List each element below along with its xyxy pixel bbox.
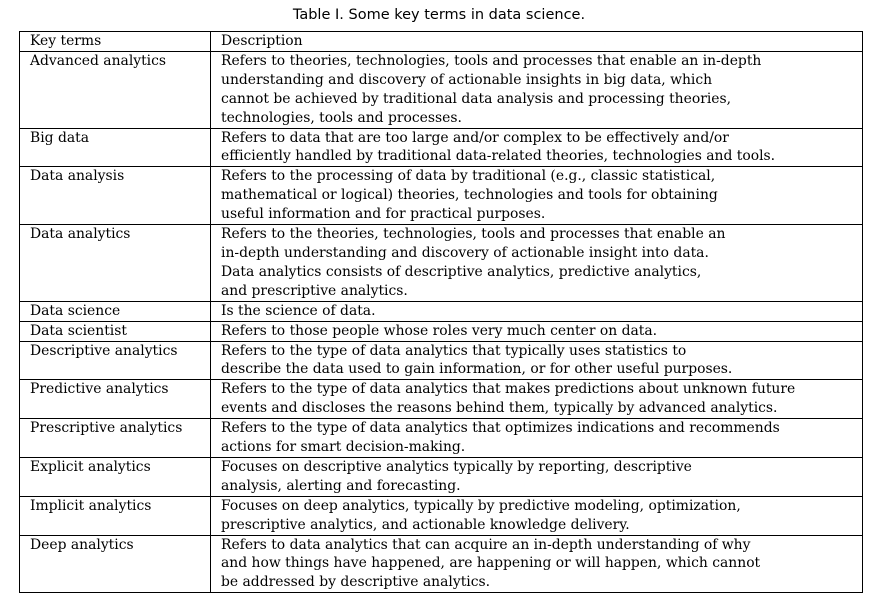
description-cell: [211, 496, 863, 535]
key-terms-table: [19, 31, 863, 593]
description-line: be addressed by descriptive analytics.: [221, 574, 491, 591]
table-row: [20, 167, 863, 225]
description-cell: [211, 128, 863, 167]
table-header-row: [20, 32, 863, 52]
description-line: describe the data used to gain information, or for other useful purposes.: [221, 361, 733, 378]
description-cell: [211, 341, 863, 380]
description-line: Refers to those people whose roles very much center on data.: [221, 322, 658, 339]
description-line: Focuses on deep analytics, typically by predictive modeling, optimization,: [221, 497, 741, 514]
table-row: [20, 51, 863, 128]
description-line: Is the science of data.: [221, 302, 376, 319]
description-line: Data analytics consists of descriptive analytics, predictive analytics,: [221, 263, 702, 280]
description-line: Focuses on descriptive analytics typically by reporting, descriptive: [221, 458, 692, 475]
table-row: [20, 457, 863, 496]
description-line: prescriptive analytics, and actionable knowledge delivery.: [221, 516, 630, 533]
description-cell: [211, 457, 863, 496]
description-line: Refers to the type of data analytics that makes predictions about unknown future: [221, 381, 796, 398]
term-cell: Prescriptive analytics: [20, 419, 211, 458]
table-row: [20, 321, 863, 341]
description-line: Refers to the type of data analytics that optimizes indications and recommends: [221, 420, 780, 437]
term-cell: Advanced analytics: [20, 51, 211, 128]
table-body: [20, 51, 863, 592]
table-row: [20, 225, 863, 302]
term-cell: Big data: [20, 128, 211, 167]
description-line: Refers to the theories, technologies, tools and processes that enable an: [221, 226, 726, 243]
term-cell: Predictive analytics: [20, 380, 211, 419]
description-line: Refers to the processing of data by traditional (e.g., classic statistical,: [221, 168, 716, 185]
description-line: Refers to data analytics that can acquire an in-depth understanding of why: [221, 536, 751, 553]
table-caption: Table I. Some key terms in data science.: [292, 7, 586, 23]
header-key-terms: Key terms: [20, 32, 211, 52]
term-cell: Descriptive analytics: [20, 341, 211, 380]
header-description: Description: [211, 32, 863, 52]
table-row: [20, 380, 863, 419]
description-line: mathematical or logical) theories, technologies and tools for obtaining: [221, 187, 718, 204]
description-line: cannot be achieved by traditional data analysis and processing theories,: [221, 90, 732, 107]
description-line: actions for smart decision-making.: [221, 439, 466, 456]
description-line: Refers to theories, technologies, tools and processes that enable an in-depth: [221, 52, 762, 69]
table-row: [20, 301, 863, 321]
term-cell: Data analysis: [20, 167, 211, 225]
description-line: events and discloses the reasons behind them, typically by advanced analytics.: [221, 400, 778, 417]
description-line: Refers to data that are too large and/or complex to be effectively and/or: [221, 129, 729, 146]
description-cell: [211, 51, 863, 128]
description-line: technologies, tools and processes.: [221, 109, 462, 126]
description-line: efficiently handled by traditional data-related theories, technologies and tools.: [221, 148, 776, 165]
term-cell: Data analytics: [20, 225, 211, 302]
description-line: and how things have happened, are happening or will happen, which cannot: [221, 555, 761, 572]
description-cell: [211, 167, 863, 225]
description-line: in-depth understanding and discovery of actionable insight into data.: [221, 244, 709, 261]
table-row: [20, 496, 863, 535]
description-line: useful information and for practical purposes.: [221, 206, 546, 223]
table-row: [20, 419, 863, 458]
description-line: understanding and discovery of actionable insights in big data, which: [221, 71, 713, 88]
table-row: [20, 535, 863, 593]
term-cell: Deep analytics: [20, 535, 211, 593]
description-cell: [211, 301, 863, 321]
description-cell: [211, 321, 863, 341]
description-cell: [211, 225, 863, 302]
term-cell: Explicit analytics: [20, 457, 211, 496]
term-cell: Data science: [20, 301, 211, 321]
table-row: [20, 341, 863, 380]
description-line: Refers to the type of data analytics that typically uses statistics to: [221, 342, 687, 359]
description-cell: [211, 419, 863, 458]
table-row: [20, 128, 863, 167]
term-cell: Data scientist: [20, 321, 211, 341]
description-line: and prescriptive analytics.: [221, 282, 408, 299]
description-line: analysis, alerting and forecasting.: [221, 477, 461, 494]
term-cell: Implicit analytics: [20, 496, 211, 535]
description-cell: [211, 535, 863, 593]
description-cell: [211, 380, 863, 419]
